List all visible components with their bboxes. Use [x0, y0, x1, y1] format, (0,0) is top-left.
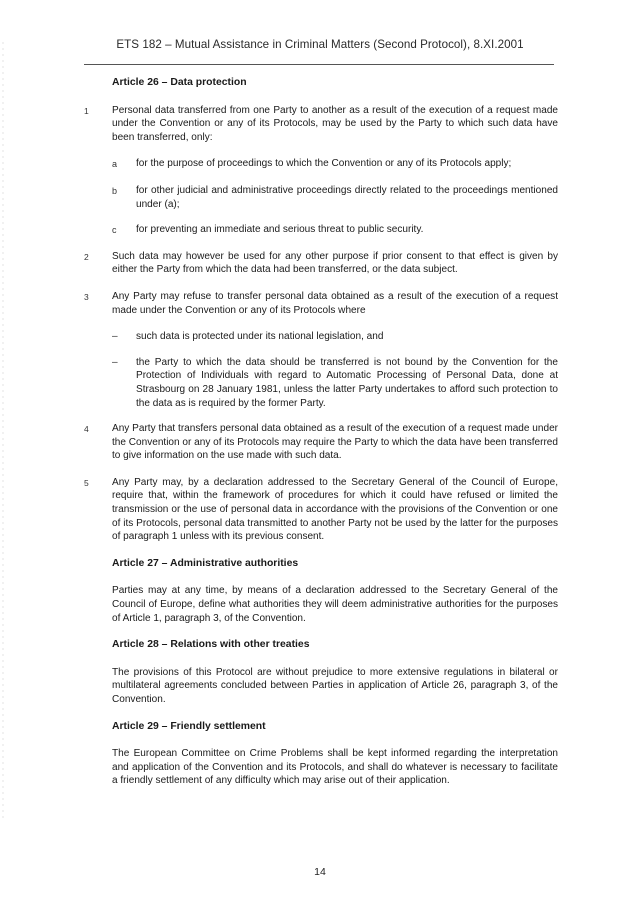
article-29-heading: Article 29 – Friendly settlement [112, 720, 266, 732]
paragraph-text: Personal data transferred from one Party to another as a result of the execution of a request made under the Convention or any of its Protocols, may be used by the Party to which such data have been transferred, only: [112, 104, 558, 143]
dash-item-text: such data is protected under its national legislation, and [136, 331, 384, 343]
sub-item-text: for preventing an immediate and serious threat to public security. [136, 224, 424, 236]
running-header: ETS 182 – Mutual Assistance in Criminal Matters (Second Protocol), 8.XI.2001 [116, 38, 524, 51]
paragraph-text: Any Party that transfers personal data obtained as a result of the execution of a request made under the Convention or any of its Protocols may require the Party to which the data have been transferred to give information on the use made with such data. [112, 423, 558, 462]
article-27-text: Parties may at any time, by means of a declaration addressed to the Secretary General of the Council of Europe, define what authorities they will deem administrative authorities for the purposes of Article 1, paragraph 3, of the Convention. [112, 585, 558, 624]
dash-item-2 [112, 356, 558, 410]
paragraph-number: 5 [84, 477, 89, 488]
sub-item-text: for other judicial and administrative proceedings directly related to the proceedings mentioned under (a); [136, 184, 558, 210]
paragraph-number: 1 [84, 105, 89, 116]
paragraph-5 [84, 476, 558, 544]
scan-margin-artifact [2, 40, 4, 820]
paragraph-3 [84, 290, 558, 317]
paragraph-number: 3 [84, 291, 89, 302]
paragraph-text: Such data may however be used for any other purpose if prior consent to that effect is given by either the Party from which the data had been transferred, or the data subject. [112, 250, 558, 276]
article-26-heading: Article 26 – Data protection [112, 77, 247, 88]
paragraph-4 [84, 422, 558, 463]
paragraph-1 [84, 104, 558, 145]
sub-item-label: a [112, 159, 118, 170]
sub-item-c [112, 223, 558, 238]
page-number: 14 [314, 866, 326, 878]
dash-mark: – [112, 356, 118, 368]
dash-mark: – [112, 331, 118, 343]
sub-item-label: c [112, 225, 117, 236]
article-28-text: The provisions of this Protocol are without prejudice to more extensive regulations in bilateral or multilateral agreements concluded between Parties in application of Article 26, paragraph 3, of the Convention. [112, 666, 558, 705]
sub-item-label: b [112, 185, 118, 196]
paragraph-2 [84, 250, 558, 277]
document-body [84, 76, 558, 801]
sub-item-text: for the purpose of proceedings to which the Convention or any of its Protocols apply; [136, 158, 512, 170]
article-29-text: The European Committee on Crime Problems shall be kept informed regarding the interpretation and application of the Convention and its Protocols, and shall do whatever is necessary to facilitate a friendly settlement of any difficulty which may arise out of their application. [112, 748, 558, 787]
paragraph-number: 2 [84, 251, 89, 262]
article-27-heading: Article 27 – Administrative authorities [112, 557, 299, 569]
sub-item-b [112, 184, 558, 211]
paragraph-number: 4 [84, 424, 89, 435]
article-28-heading: Article 28 – Relations with other treaties [112, 639, 310, 651]
dash-item-1 [112, 330, 558, 344]
paragraph-text: Any Party may refuse to transfer personal data obtained as a result of the execution of a request made under the Convention or any of its Protocols where [112, 290, 558, 316]
paragraph-text: Any Party may, by a declaration addressed to the Secretary General of the Council of Europe, require that, within the framework of procedures for which it could have refused or limited the transmission or the use of personal data in accordance with the provisions of the Convention or one of its Protocols, personal data transmitted to another Party not be used by the latter for the purposes of paragraph 1 unless with its previous consent. [112, 476, 558, 543]
header-rule [84, 64, 554, 65]
sub-item-a [112, 157, 558, 172]
dash-item-text: the Party to which the data should be transferred is not bound by the Convention for the Protection of Individuals with regard to Automatic Processing of Personal Data, done at Strasbourg on 28 January 1981, unless the latter Party undertakes to afford such protection to the data as is required by the former Party. [136, 356, 558, 409]
